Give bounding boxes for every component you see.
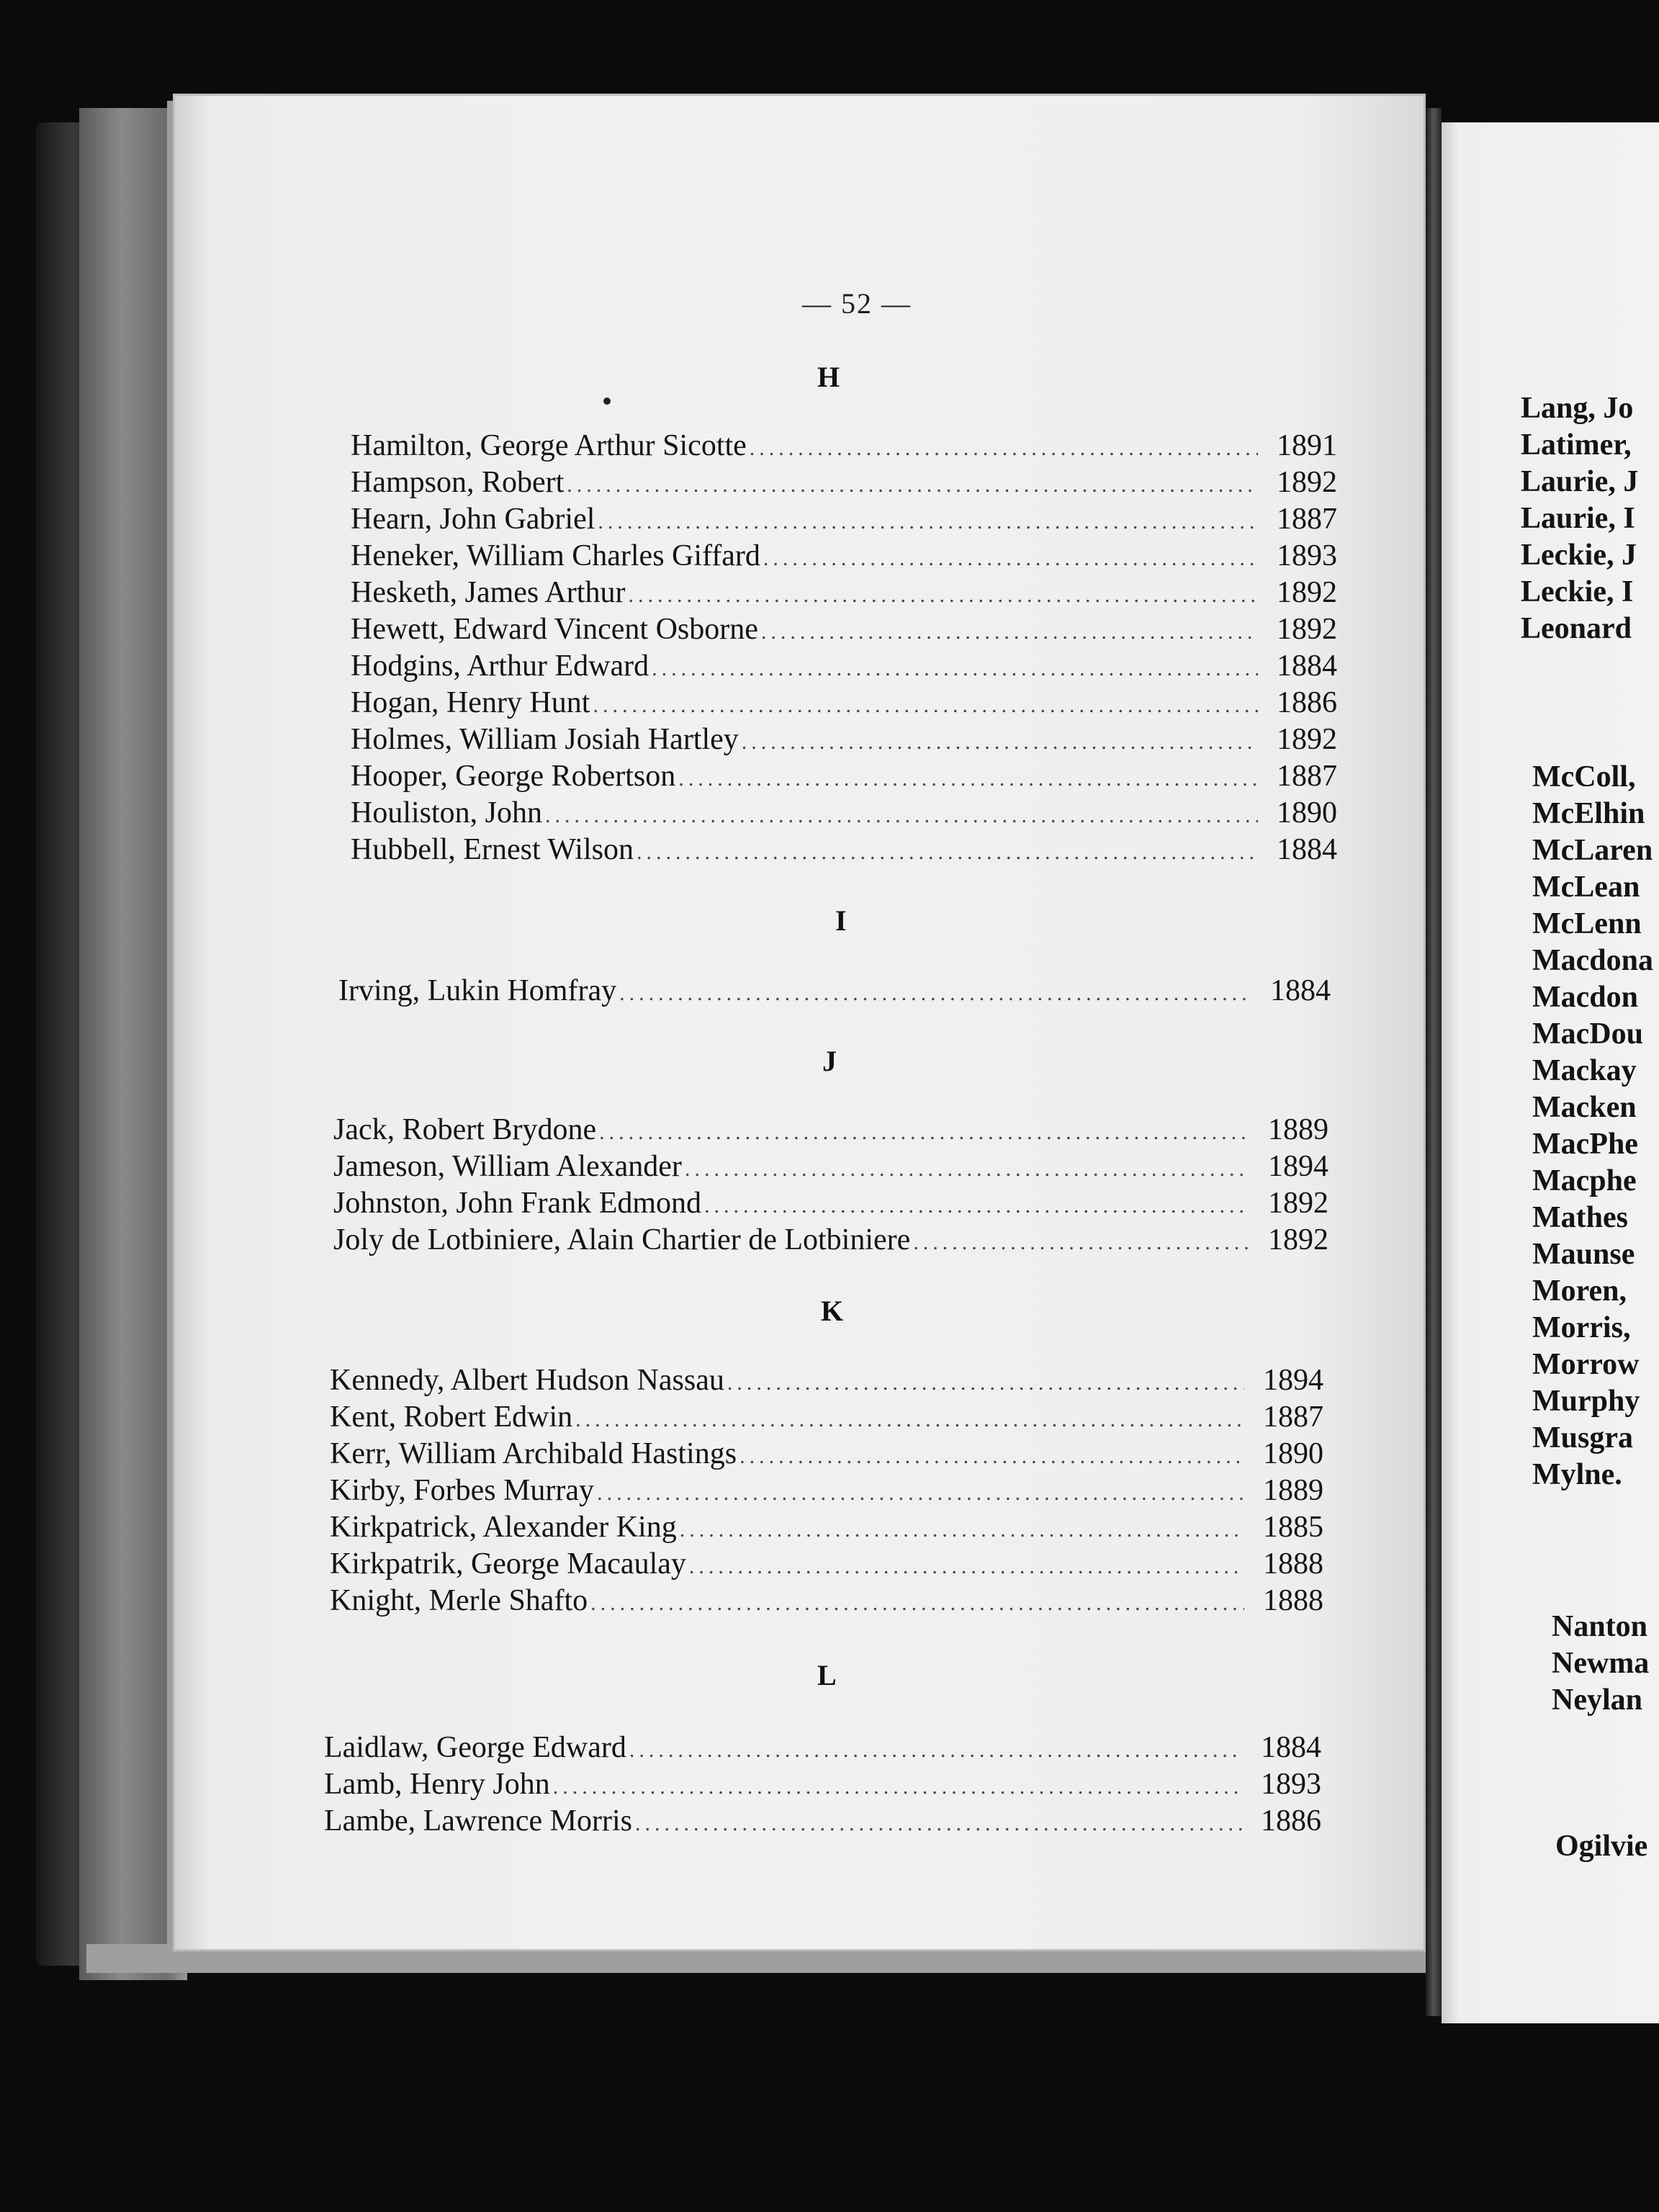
entry-name: Hesketh, James Arthur <box>351 576 626 609</box>
list-item: Neylan <box>1552 1683 1642 1717</box>
section-letter-j: J <box>822 1045 837 1077</box>
dot-leader <box>913 1231 1249 1255</box>
list-item <box>338 974 1331 1010</box>
dot-leader <box>678 767 1258 791</box>
list-item <box>324 1730 1321 1767</box>
entry-name: Hubbell, Ernest Wilson <box>351 833 634 866</box>
entry-year: 1889 <box>1268 1113 1328 1146</box>
dot-leader <box>739 1444 1244 1469</box>
entry-year: 1892 <box>1268 1223 1328 1256</box>
dot-leader <box>575 1408 1244 1432</box>
dot-leader <box>689 1555 1244 1579</box>
book-gutter <box>1426 108 1442 2016</box>
right-page-group-l <box>1521 391 1659 648</box>
list-item: Mackay <box>1532 1054 1637 1087</box>
entry-year: 1889 <box>1263 1474 1323 1507</box>
list-item: Murphy <box>1532 1385 1640 1418</box>
dot-leader <box>628 583 1258 608</box>
list-item: MacPhe <box>1532 1128 1638 1161</box>
entry-name: Joly de Lotbiniere, Alain Chartier de Lotbiniere <box>333 1223 911 1256</box>
entry-year: 1890 <box>1263 1437 1323 1470</box>
list-item <box>351 575 1337 612</box>
section-h-entries <box>351 428 1337 869</box>
list-item <box>351 502 1337 539</box>
entry-year: 1887 <box>1263 1401 1323 1434</box>
list-item: McLenn <box>1532 907 1642 940</box>
list-item <box>330 1363 1323 1400</box>
entry-name: Johnston, John Frank Edmond <box>333 1187 702 1220</box>
list-item: Laurie, J <box>1521 465 1639 498</box>
right-page-group-m <box>1532 760 1659 1494</box>
entry-name: Houliston, John <box>351 796 543 830</box>
entry-year: 1888 <box>1263 1547 1323 1581</box>
section-letter-k: K <box>821 1295 844 1327</box>
list-item: Nanton <box>1552 1610 1648 1643</box>
list-item <box>351 759 1337 796</box>
entry-year: 1887 <box>1277 503 1337 536</box>
list-item: Lang, Jo <box>1521 392 1634 425</box>
list-item: Leonard <box>1521 612 1632 645</box>
entry-name: Kirby, Forbes Murray <box>330 1474 595 1507</box>
list-item: Morrow <box>1532 1348 1640 1381</box>
list-item: Mathes <box>1532 1201 1628 1234</box>
list-item <box>351 722 1337 759</box>
dot-leader <box>680 1518 1244 1542</box>
dot-leader <box>567 473 1258 498</box>
entry-name: Kirkpatrick, Alexander King <box>330 1511 677 1544</box>
entry-name: Irving, Lukin Homfray <box>338 974 617 1007</box>
dot-leader <box>742 730 1258 755</box>
dot-leader <box>598 510 1258 534</box>
right-page-group-o <box>1555 1829 1659 1866</box>
right-page-group-n <box>1552 1609 1659 1719</box>
list-item: Newma <box>1552 1647 1650 1680</box>
list-item <box>330 1510 1323 1547</box>
ink-dot <box>603 397 611 405</box>
list-item: McLean <box>1532 871 1640 904</box>
entry-name: Kennedy, Albert Hudson Nassau <box>330 1364 724 1397</box>
entry-year: 1884 <box>1277 649 1337 683</box>
list-item: Macdona <box>1532 944 1653 977</box>
entry-year: 1893 <box>1277 539 1337 572</box>
entry-name: Lamb, Henry John <box>324 1768 550 1801</box>
list-item <box>351 685 1337 722</box>
entry-name: Hamilton, George Arthur Sicotte <box>351 429 747 462</box>
list-item <box>351 539 1337 575</box>
dot-leader <box>763 547 1258 571</box>
entry-year: 1892 <box>1277 723 1337 756</box>
entry-year: 1884 <box>1277 833 1337 866</box>
dot-leader <box>545 804 1258 828</box>
section-letter-i: I <box>835 904 847 937</box>
dot-leader <box>750 436 1258 461</box>
section-letter-l: L <box>817 1659 837 1691</box>
list-item <box>330 1400 1323 1437</box>
entry-name: Kent, Robert Edwin <box>330 1401 573 1434</box>
dot-leader <box>652 657 1258 681</box>
entry-year: 1890 <box>1277 796 1337 830</box>
list-item <box>330 1547 1323 1583</box>
list-item <box>330 1473 1323 1510</box>
dot-leader <box>685 1157 1249 1182</box>
list-item <box>333 1149 1328 1186</box>
dot-leader <box>761 620 1258 644</box>
entry-year: 1884 <box>1261 1731 1321 1764</box>
list-item: Latimer, <box>1521 428 1632 462</box>
entry-name: Hogan, Henry Hunt <box>351 686 590 719</box>
list-item <box>351 649 1337 685</box>
entry-year: 1891 <box>1277 429 1337 462</box>
entry-year: 1884 <box>1270 974 1331 1007</box>
entry-year: 1885 <box>1263 1511 1323 1544</box>
entry-year: 1886 <box>1261 1804 1321 1838</box>
list-item: MacDou <box>1532 1017 1643 1051</box>
dot-leader <box>727 1371 1244 1395</box>
entry-name: Hampson, Robert <box>351 466 565 499</box>
entry-name: Hodgins, Arthur Edward <box>351 649 649 683</box>
dot-leader <box>619 981 1251 1006</box>
dot-leader <box>593 693 1258 718</box>
entry-name: Jameson, William Alexander <box>333 1150 682 1183</box>
list-item <box>351 796 1337 832</box>
dot-leader <box>599 1120 1249 1145</box>
entry-year: 1892 <box>1277 466 1337 499</box>
dot-leader <box>553 1775 1242 1799</box>
dot-leader <box>590 1591 1244 1616</box>
list-item: Leckie, J <box>1521 539 1637 572</box>
entry-year: 1894 <box>1268 1150 1328 1183</box>
entry-name: Lambe, Lawrence Morris <box>324 1804 632 1838</box>
entry-name: Holmes, William Josiah Hartley <box>351 723 739 756</box>
list-item: Laurie, I <box>1521 502 1635 535</box>
list-item: Moren, <box>1532 1274 1627 1308</box>
list-item <box>330 1583 1323 1620</box>
dot-leader <box>637 840 1258 865</box>
entry-year: 1892 <box>1268 1187 1328 1220</box>
dot-leader <box>597 1481 1244 1506</box>
list-item <box>330 1437 1323 1473</box>
list-item: Maunse <box>1532 1238 1635 1271</box>
entry-name: Knight, Merle Shafto <box>330 1584 588 1617</box>
list-item: McColl, <box>1532 760 1636 793</box>
dot-leader <box>704 1194 1249 1218</box>
section-i-entries <box>338 974 1331 1010</box>
entry-year: 1894 <box>1263 1364 1323 1397</box>
entry-name: Hewett, Edward Vincent Osborne <box>351 613 758 646</box>
page-number: — 52 — <box>802 287 912 320</box>
list-item <box>351 428 1337 465</box>
entry-year: 1888 <box>1263 1584 1323 1617</box>
list-item <box>351 465 1337 502</box>
entry-name: Kerr, William Archibald Hastings <box>330 1437 737 1470</box>
section-l-entries <box>324 1730 1321 1840</box>
list-item: Ogilvie <box>1555 1830 1648 1863</box>
list-item <box>333 1112 1328 1149</box>
dot-leader <box>635 1812 1242 1836</box>
entry-year: 1892 <box>1277 576 1337 609</box>
entry-name: Kirkpatrik, George Macaulay <box>330 1547 686 1581</box>
list-item <box>351 612 1337 649</box>
list-item <box>351 832 1337 869</box>
entry-name: Heneker, William Charles Giffard <box>351 539 760 572</box>
list-item: McLaren <box>1532 834 1653 867</box>
list-item <box>324 1767 1321 1804</box>
list-item: Musgra <box>1532 1421 1633 1455</box>
list-item: Morris, <box>1532 1311 1631 1344</box>
list-item: Macdon <box>1532 981 1638 1014</box>
list-item: Macken <box>1532 1091 1637 1124</box>
list-item <box>324 1804 1321 1840</box>
entry-year: 1893 <box>1261 1768 1321 1801</box>
dot-leader <box>629 1738 1242 1763</box>
entry-name: Laidlaw, George Edward <box>324 1731 626 1764</box>
entry-year: 1892 <box>1277 613 1337 646</box>
section-k-entries <box>330 1363 1323 1620</box>
section-letter-h: H <box>817 361 840 393</box>
section-j-entries <box>333 1112 1328 1259</box>
entry-name: Hearn, John Gabriel <box>351 503 595 536</box>
list-item: McElhin <box>1532 797 1645 830</box>
list-item <box>333 1223 1328 1259</box>
list-item: Macphe <box>1532 1164 1637 1197</box>
entry-name: Jack, Robert Brydone <box>333 1113 597 1146</box>
list-item <box>333 1186 1328 1223</box>
list-item: Leckie, I <box>1521 575 1634 608</box>
entry-year: 1886 <box>1277 686 1337 719</box>
entry-name: Hooper, George Robertson <box>351 760 676 793</box>
list-item: Mylne. <box>1532 1458 1622 1491</box>
entry-year: 1887 <box>1277 760 1337 793</box>
left-page <box>173 94 1426 1951</box>
